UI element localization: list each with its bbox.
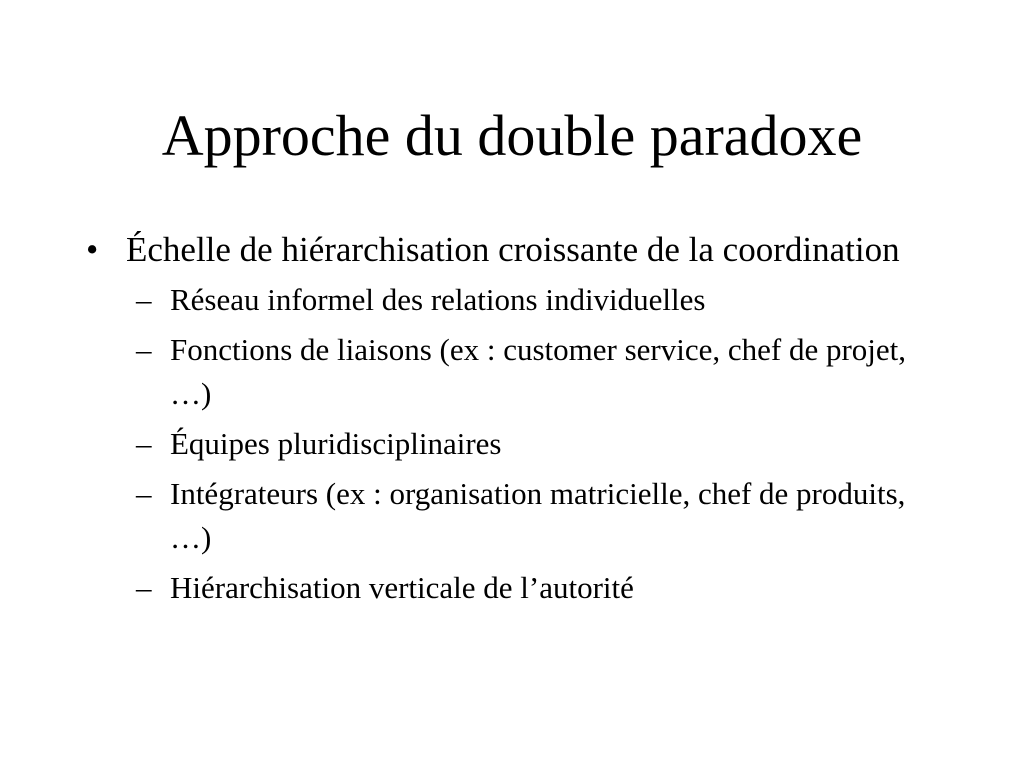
- dash-marker: –: [136, 426, 152, 461]
- dash-marker: –: [136, 332, 152, 367]
- sub-bullet-item: [136, 566, 942, 610]
- sub-bullet-text: Équipes pluridisciplinaires: [170, 426, 502, 461]
- sub-bullet-item: [136, 278, 942, 322]
- sub-bullet-list: [82, 278, 942, 610]
- slide-title: Approche du double paradoxe: [161, 103, 863, 168]
- bullet-item: [82, 226, 942, 274]
- sub-bullet-item: [136, 328, 942, 416]
- bullet-text: Échelle de hiérarchisation croissante de la coordination: [126, 230, 900, 269]
- sub-bullet-text: Réseau informel des relations individuelles: [170, 282, 706, 317]
- dash-marker: –: [136, 570, 152, 605]
- bullet-marker: •: [86, 230, 99, 269]
- sub-bullet-item: [136, 472, 942, 560]
- slide-body: [82, 226, 942, 616]
- sub-bullet-item: [136, 422, 942, 466]
- dash-marker: –: [136, 282, 152, 317]
- sub-bullet-text: Hiérarchisation verticale de l’autorité: [170, 570, 634, 605]
- dash-marker: –: [136, 476, 152, 511]
- sub-bullet-text: Fonctions de liaisons (ex : customer service, chef de projet, …): [170, 332, 907, 411]
- sub-bullet-text: Intégrateurs (ex : organisation matricielle, chef de produits, …): [170, 476, 906, 555]
